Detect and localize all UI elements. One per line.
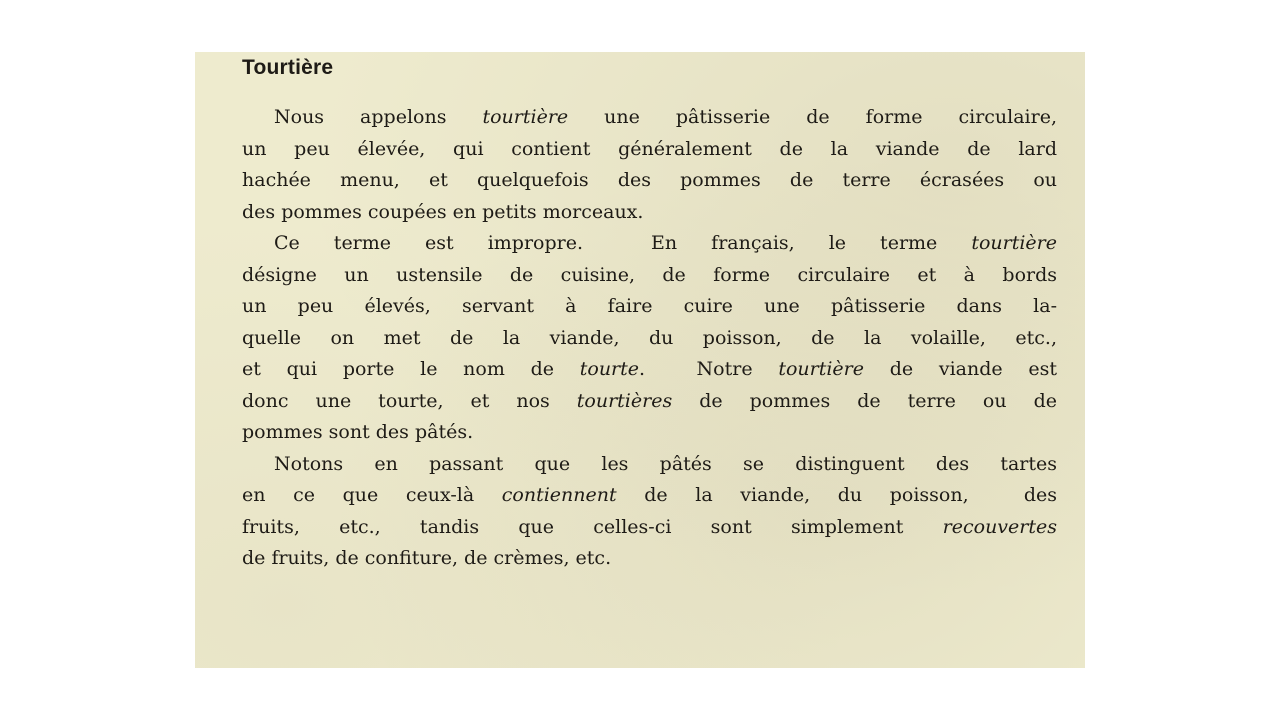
italic-term: contiennent [501,484,617,506]
italic-term: tourtière [971,232,1057,254]
paragraph-3-line-3: fruits, etc., tandis que celles-ci sont simplement recouvertes [242,515,1057,538]
italic-term: tourtières [576,389,673,412]
paragraph-2-line-7: pommes sont des pâtés. [242,421,474,443]
paragraph-2-line-2: désigne un ustensile de cuisine, de forme circulaire et à bords [242,263,1057,286]
paragraph-1-line-2: un peu élevée, qui contient généralement de la viande de lard [242,137,1057,160]
paragraph-2-line-5: et qui porte le nom de tourte. Notre tourtière de viande est [242,358,1058,380]
paragraph-2-line-1: Ce terme est impropre. En français, le terme tourtière [274,232,1057,254]
italic-term: tourte [579,358,640,380]
paragraph-1-line-4: des pommes coupées en petits morceaux. [242,200,644,223]
italic-term: recouvertes [942,515,1057,538]
paragraph-2-line-6: donc une tourte, et nos tourtières de pommes de terre ou de [242,389,1057,412]
paragraph-3-line-2: en ce que ceux-là contiennent de la viande, du poisson, des [242,484,1057,506]
entry-heading: Tourtière [242,56,334,79]
italic-term: tourtière [482,106,569,128]
paragraph-1-line-3: hachée menu, et quelquefois des pommes de terre écrasées ou [242,169,1057,191]
paragraph-1-line-1: Nous appelons tourtière une pâtisserie de forme circulaire, [274,106,1058,128]
paragraph-3-line-1: Notons en passant que les pâtés se distinguent des tartes [274,452,1057,475]
italic-term: tourtière [778,358,864,380]
scanned-page-image [195,52,1085,668]
paragraph-3-line-4: de fruits, de confiture, de crèmes, etc. [242,547,612,569]
paragraph-2-line-4: quelle on met de la viande, du poisson, de la volaille, etc., [242,326,1057,349]
paragraph-2-line-3: un peu élevés, servant à faire cuire une pâtisserie dans la- [242,295,1057,317]
